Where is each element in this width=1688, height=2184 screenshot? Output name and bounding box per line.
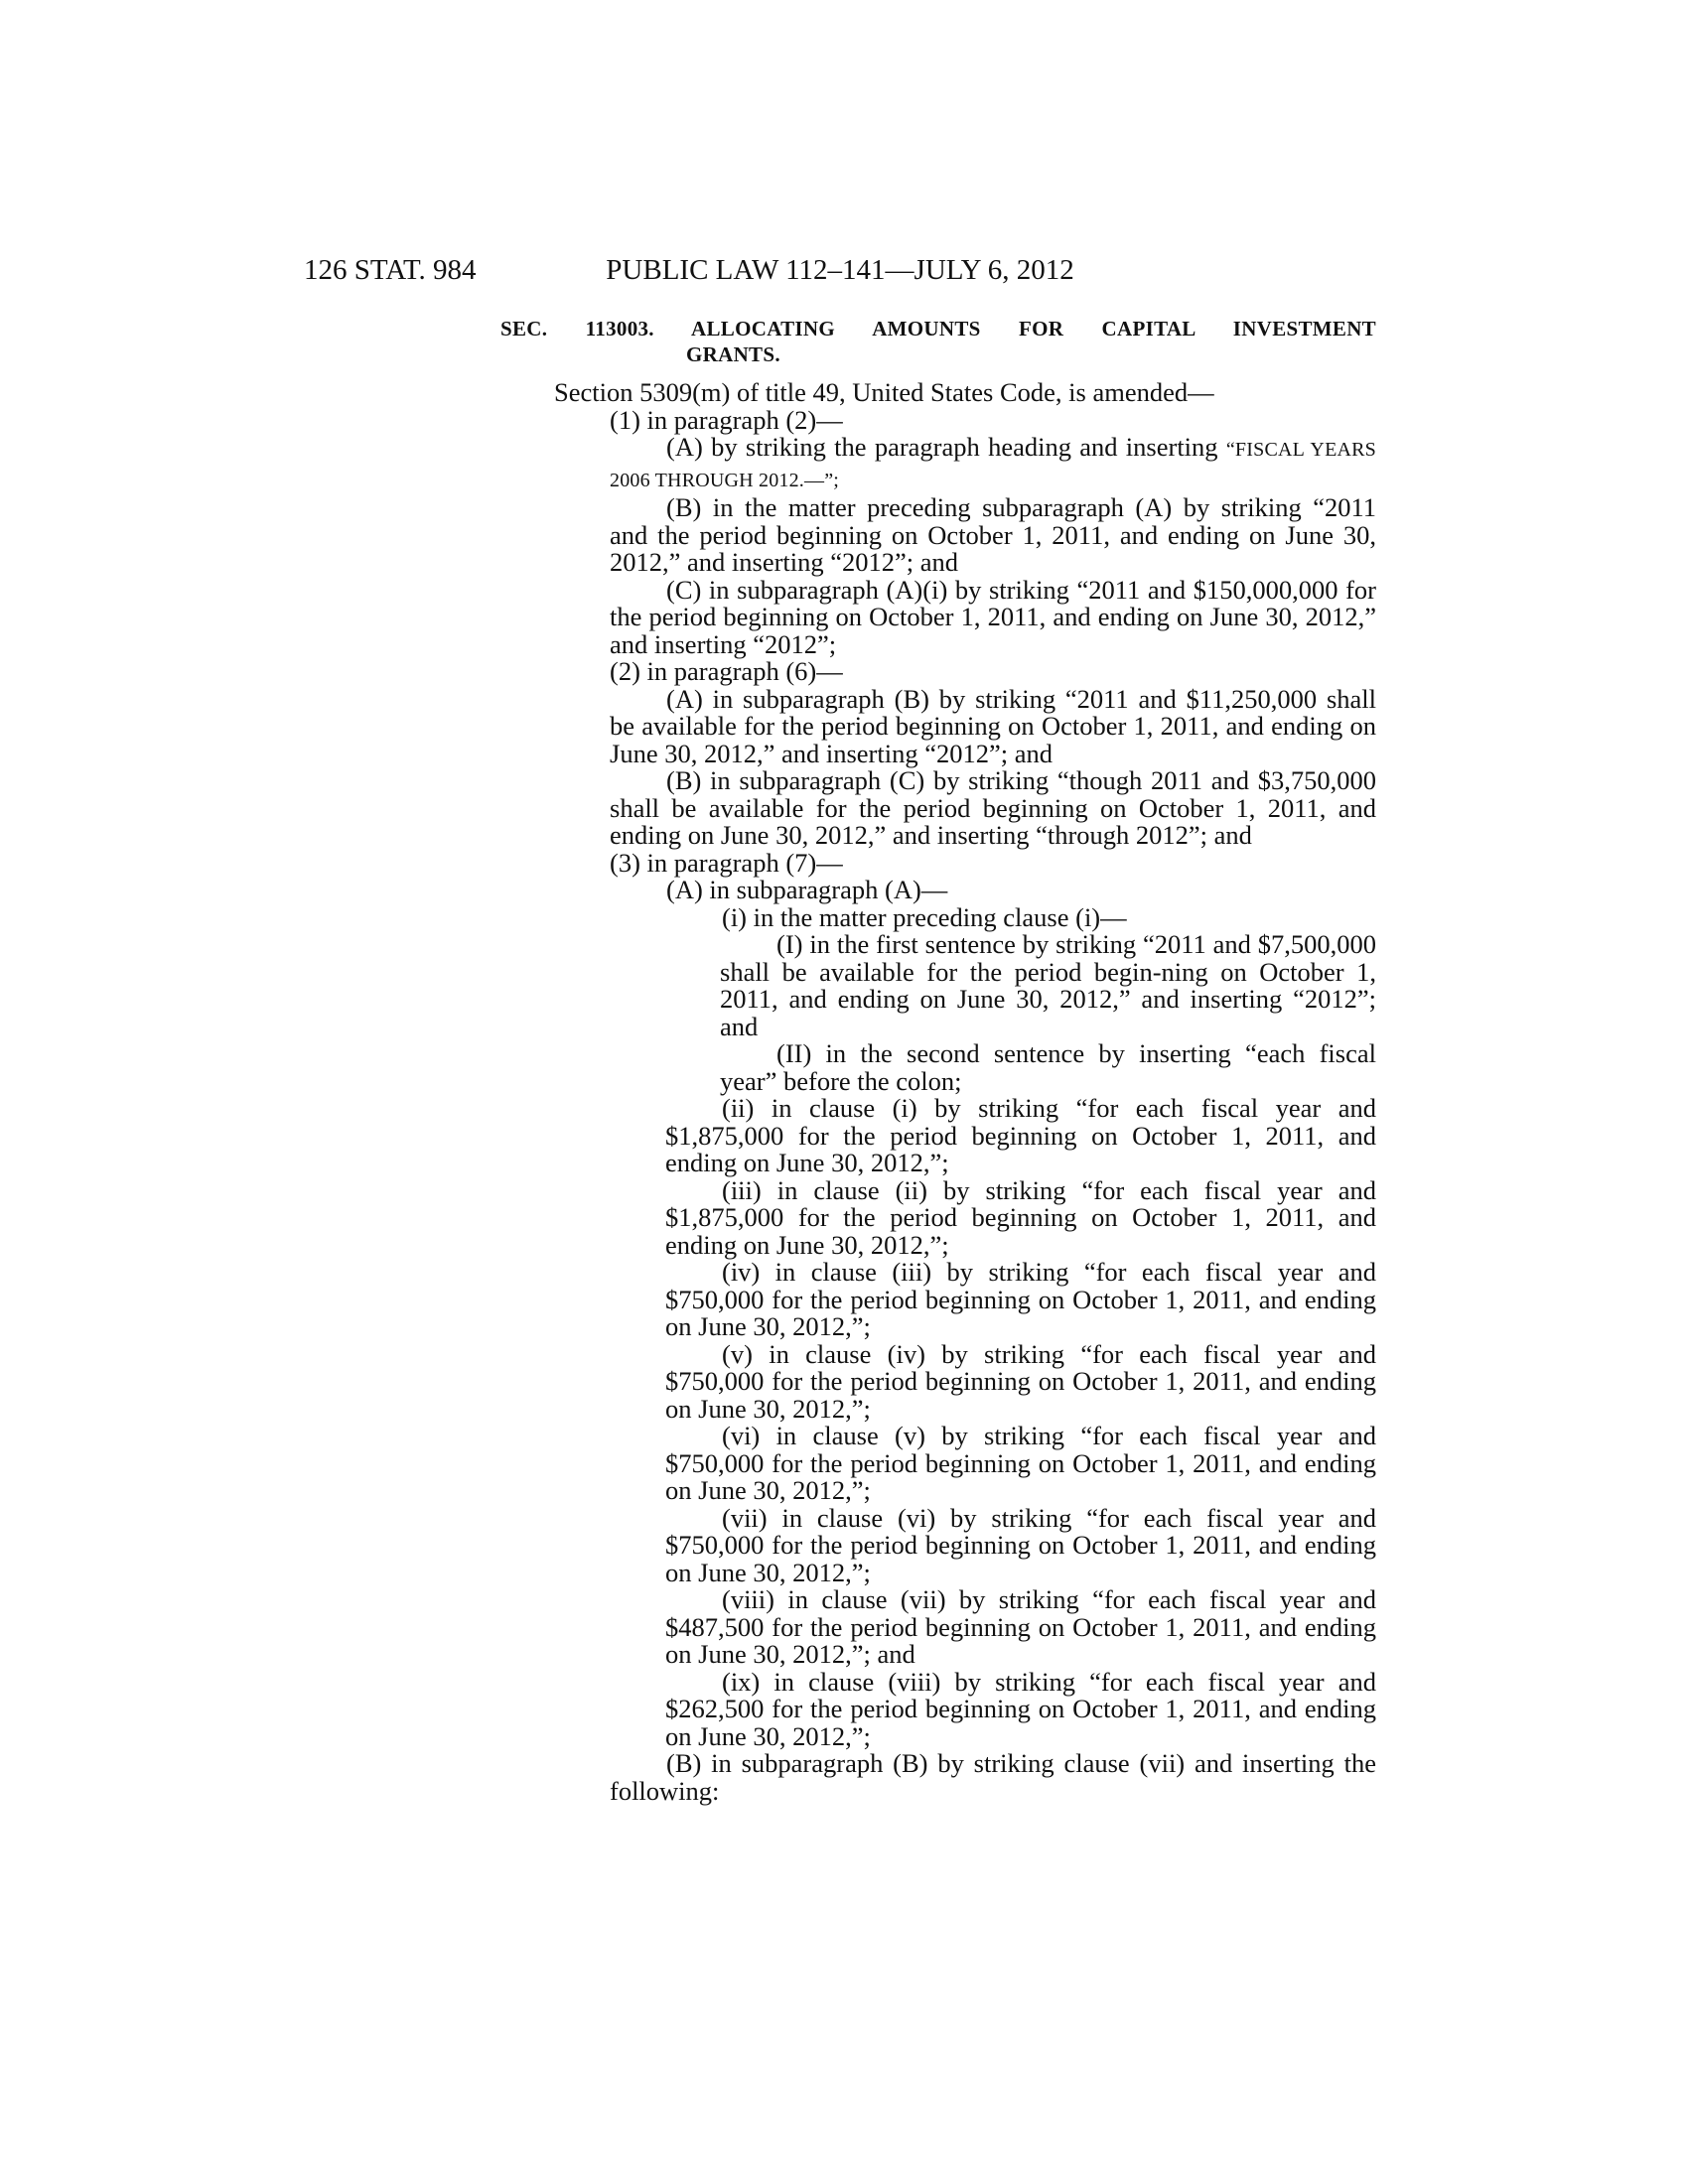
clause-3-A-iv: (iv) in clause (iii) by striking “for each fiscal year and $750,000 for the period beginning on October 1, 2011, and ending on June 30, 2012,”;	[665, 1257, 1376, 1341]
paragraph-1-A-text: (A) by striking the paragraph heading and inserting	[666, 432, 1226, 462]
clause-3-A-i: (i) in the matter preceding clause (i)—	[722, 901, 1127, 932]
paragraph-1-A	[610, 434, 1376, 494]
clause-3-A-iii: (iii) in clause (ii) by striking “for each fiscal year and $1,875,000 for the period beginning on October 1, 2011, and ending on June 30, 2012,”;	[665, 1174, 1376, 1260]
clause-3-A-ii: (ii) in clause (i) by striking “for each fiscal year and $1,875,000 for the period beginning on October 1, 2011, and ending on June 30, 2012,”;	[665, 1093, 1376, 1177]
subclause-3-A-i-II: (II) in the second sentence by inserting “each fiscal year” before the colon;	[720, 1038, 1376, 1096]
clause-3-A-viii: (viii) in clause (vii) by striking “for each fiscal year and $487,500 for the period beginning on October 1, 2011, and ending on June 30, 2012,”; and	[665, 1584, 1376, 1669]
clause-3-A-v: (v) in clause (iv) by striking “for each fiscal year and $750,000 for the period beginning on October 1, 2011, and ending on June 30, 2012,”;	[665, 1338, 1376, 1424]
paragraph-2-A: (A) in subparagraph (B) by striking “2011 and $11,250,000 shall be available for the period beginning on October 1, 2011, and ending on June 30, 2012,” and inserting “2012”; and	[610, 683, 1376, 768]
section-heading-line-1: SEC. 113003. ALLOCATING AMOUNTS FOR CAPITAL INVESTMENT	[500, 317, 1376, 341]
section-heading	[500, 316, 1376, 367]
paragraph-1: (1) in paragraph (2)—	[610, 404, 843, 435]
clause-3-A-vii: (vii) in clause (vi) by striking “for each fiscal year and $750,000 for the period beginning on October 1, 2011, and ending on June 30, 2012,”;	[665, 1502, 1376, 1587]
paragraph-2-B: (B) in subparagraph (C) by striking “though 2011 and $3,750,000 shall be available for the period beginning on October 1, 2011, and ending on June 30, 2012,” and inserting “through 2012”; and	[610, 765, 1376, 850]
page-header	[304, 250, 1376, 290]
paragraph-3-B: (B) in subparagraph (B) by striking clause (vii) and inserting the following:	[610, 1748, 1376, 1806]
paragraph-3-A: (A) in subparagraph (A)—	[666, 875, 948, 904]
clause-3-A-ix: (ix) in clause (viii) by striking “for each fiscal year and $262,500 for the period beginning on October 1, 2011, and ending on June 30, 2012,”;	[665, 1666, 1376, 1751]
clause-3-A-vi: (vi) in clause (v) by striking “for each fiscal year and $750,000 for the period beginning on October 1, 2011, and ending on June 30, 2012,”;	[665, 1421, 1376, 1505]
paragraph-3: (3) in paragraph (7)—	[610, 847, 843, 878]
subclause-3-A-i-I: (I) in the first sentence by striking “2011 and $7,500,000 shall be available for the period begin-ning on October 1, 2011, and ending on June 30, 2012,” and inserting “2012”; and	[720, 929, 1376, 1041]
section-heading-line-2: GRANTS.	[686, 342, 780, 366]
intro-paragraph: Section 5309(m) of title 49, United States Code, is amended—	[554, 377, 1214, 407]
paragraph-1-A-heading-insert: “FISCAL YEARS 2006 THROUGH 2012.—”;	[610, 439, 1376, 491]
statute-page-reference: 126 STAT. 984	[304, 254, 477, 286]
paragraph-2: (2) in paragraph (6)—	[610, 656, 843, 686]
public-law-title: PUBLIC LAW 112–141—JULY 6, 2012	[606, 254, 1074, 286]
section-body	[554, 379, 1376, 1805]
paragraph-1-C: (C) in subparagraph (A)(i) by striking “2011 and $150,000,000 for the period beginning on October 1, 2011, and ending on June 30, 2012,” and inserting “2012”;	[610, 574, 1376, 659]
paragraph-1-B: (B) in the matter preceding subparagraph (A) by striking “2011 and the period beginning on October 1, 2011, and ending on June 30, 2012,” and inserting “2012”; and	[610, 492, 1376, 577]
